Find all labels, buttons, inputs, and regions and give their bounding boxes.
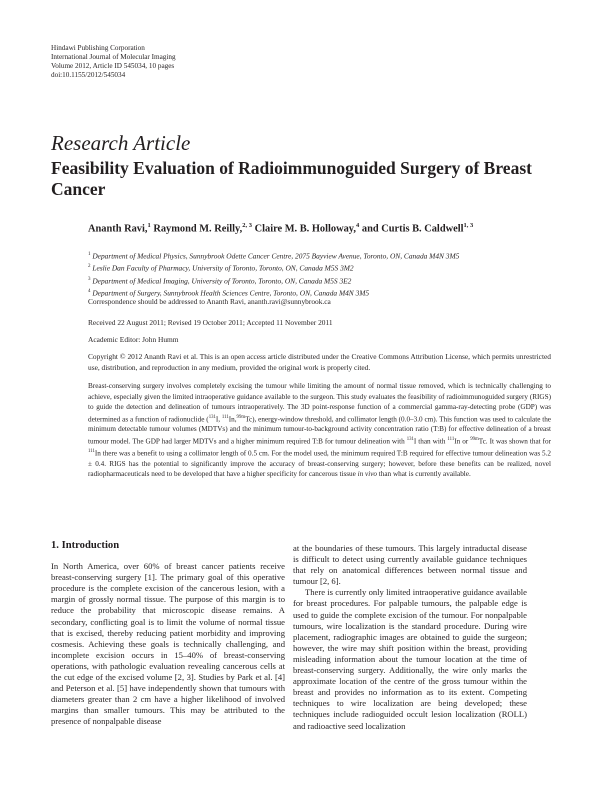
author-affiliation-marker: 1, 3 xyxy=(463,222,474,229)
author-affiliation-marker: 1 xyxy=(147,222,151,229)
body-paragraph: There is currently only limited intraoperative guidance available for breast procedures. For palpable tumours, the palpable edge is used to guide the complete excision of the tumour. For nonpalpable tumours, wire localization is the standard procedure. During wire placement, radiographic images are obtained to guide the surgeon; however, the wire may shift position within the breast, providing misleading information about the tumour location at the time of breast-conserving surgery. Additionally, the wire only marks the approximate location of the centre of the gross tumour within the breast and provides no information as to its extent. Competing techniques to wire localization are being developed; these techniques include radioguided occult lesion localization (ROLL) and radioactive seed localization xyxy=(293,587,527,731)
affiliation: $^1$ Department of Medical Physics, Sunnybrook Odette Cancer Centre, 2075 Bayview Avenue, Toronto, ON, Canada M4N 3M5 xyxy=(88,251,460,261)
author-name: Raymond M. Reilly, xyxy=(153,223,243,235)
body-paragraph: at the boundaries of these tumours. This largely intraductal disease is difficult to detect using currently available guidance techniques that rely on anatomical differences between normal tissue and tumour [2, 6]. xyxy=(293,543,527,587)
copyright: Copyright © 2012 Ananth Ravi et al. This is an open access article distributed under the Creative Commons Attribution License, which permits unrestricted use, distribution, and reproduction in any medium, provided the original work is properly cited. xyxy=(88,352,551,372)
author-name: and Curtis B. Caldwell xyxy=(361,223,464,235)
affiliation: $^4$ Department of Surgery, Sunnybrook Health Sciences Centre, Toronto, ON, Canada M4N 3M5 xyxy=(88,288,370,298)
publisher: Hindawi Publishing Corporation xyxy=(51,44,145,52)
journal-name: International Journal of Molecular Imaging xyxy=(51,53,176,61)
author-name: Claire M. B. Holloway, xyxy=(254,223,357,235)
author-list xyxy=(88,222,473,234)
dates: Received 22 August 2011; Revised 19 October 2011; Accepted 11 November 2011 xyxy=(88,318,333,327)
author-name: Ananth Ravi, xyxy=(88,223,148,235)
section-heading: 1. Introduction xyxy=(51,540,120,551)
right-column xyxy=(293,543,527,732)
affiliation-list xyxy=(88,249,459,299)
abstract: Breast-conserving surgery involves completely excising the tumour while limiting the amount of normal tissue removed, which is technically challenging to achieve, especially given the limited intraoperative guidance available to the surgeon. This study evaluates the feasibility of radioimmunoguided surgery (RIGS) to guide the detection and delineation of tumours intraoperatively. The 3D point-response function of a commercial gamma-ray-detecting probe (GDP) was determined as a function of radionuclide ($^{131}$I, $^{111}$In,$^{99m}$Tc), energy-window threshold, and collimator length (0.0–3.0 cm). This function was used to calculate the minimum detectable tumour volumes (MDTVs) and the minimum tumour-to-background activity concentration ratio (T:B) for effective delineation of a breast tumour model. The GDP had larger MDTVs and a higher minimum required T:B for tumour delineation with $^{131}$I than with $^{111}$In or $^{99m}$Tc. It was shown that for $^{111}$In there was a benefit to using a collimator length of 0.5 cm. For the model used, the minimum required T:B required for effective tumour delineation was 5.2 ± 0.4. RIGS has the potential to significantly improve the accuracy of breast-conserving surgery; however, before these benefits can be realized, novel radiopharmaceuticals need to be developed that have a higher specificity for cancerous tissue in vivo than what is currently available. xyxy=(88,382,551,479)
body-paragraph: In North America, over 60% of breast cancer patients receive breast-conserving surgery [1]. The primary goal of this operative procedure is the complete excision of the cancerous lesion, with a margin of grossly normal tissue. The purpose of this margin is to reduce the probability that microscopic disease remains. A secondary, conflicting goal is to limit the volume of normal tissue that is excised, thereby reducing patient morbidity and improving cosmesis. Achieving these goals is technically challenging, and incomplete excision occurs in 15–40% of breast-conserving operations, with pathologic evaluation revealing cancerous cells at the cut edge of the excised volume [2, 3]. Studies by Park et al. [4] and Peterson et al. [5] have independently shown that tumours with diameters greater than 2 cm have a higher likelihood of involved margins than smaller tumours. This may be attributed to the presence of nonpalpable disease xyxy=(51,561,285,727)
affiliation: $^3$ Department of Medical Imaging, University of Toronto, Toronto, ON, Canada M5S 3E2 xyxy=(88,276,352,286)
journal-header xyxy=(51,44,176,80)
volume-info: Volume 2012, Article ID 545034, 10 pages xyxy=(51,62,175,70)
article-type: Research Article xyxy=(51,131,191,155)
doi: doi:10.1155/2012/545034 xyxy=(51,71,126,79)
paper-title: Feasibility Evaluation of Radioimmunoguided Surgery of Breast Cancer xyxy=(51,158,532,199)
author-affiliation-marker: 4 xyxy=(356,222,360,229)
author-affiliation-marker: 2, 3 xyxy=(242,222,252,229)
correspondence: Correspondence should be addressed to Ananth Ravi, ananth.ravi@sunnybrook.ca xyxy=(88,297,331,306)
left-column xyxy=(51,540,285,728)
academic-editor: Academic Editor: John Humm xyxy=(88,335,179,344)
affiliation: $^2$ Leslie Dan Faculty of Pharmacy, University of Toronto, Toronto, ON, Canada M5S 3M2 xyxy=(88,263,354,273)
